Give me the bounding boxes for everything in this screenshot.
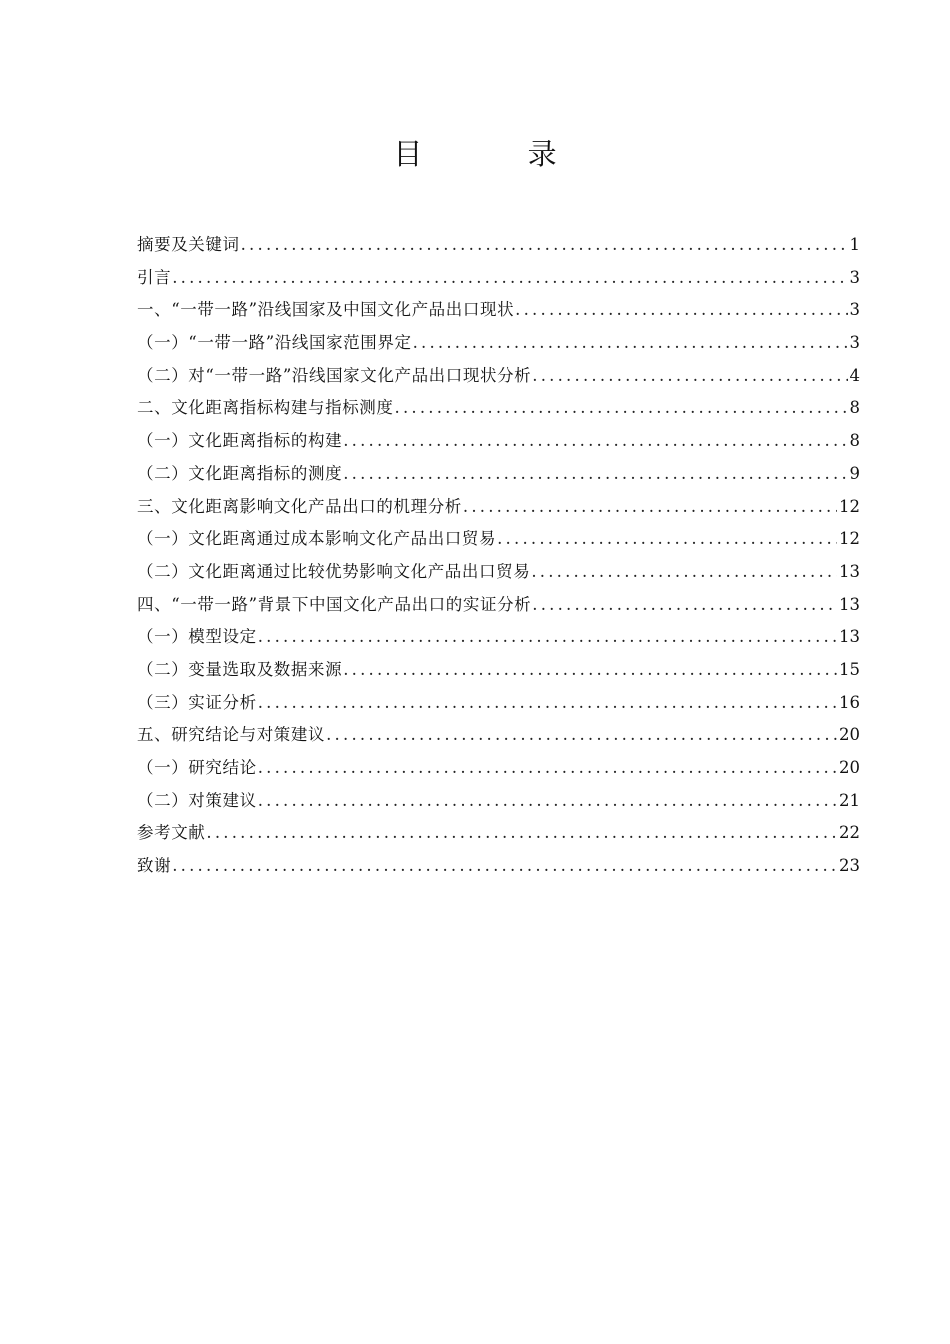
toc-entry-label: （一）文化距离通过成本影响文化产品出口贸易 — [137, 529, 497, 549]
toc-entry-page: 3 — [849, 333, 860, 353]
toc-dot-leader — [258, 693, 837, 712]
toc-dot-leader — [343, 660, 837, 679]
toc-entry-page: 13 — [839, 594, 860, 614]
toc-entry-page: 21 — [839, 790, 860, 810]
toc-entry — [137, 460, 860, 493]
toc-entry — [137, 819, 860, 852]
toc-entry-page: 12 — [839, 496, 860, 516]
toc-entry — [137, 329, 860, 362]
toc-entry-page: 3 — [849, 300, 860, 320]
toc-dot-leader — [497, 529, 837, 548]
toc-dot-leader — [532, 366, 847, 385]
toc-entry-page: 20 — [839, 725, 860, 745]
toc-entry-label: 引言 — [137, 267, 172, 287]
toc-dot-leader — [206, 823, 837, 842]
toc-entry — [137, 623, 860, 656]
toc-entry — [137, 591, 860, 624]
toc-entry-label: 二、文化距离指标构建与指标测度 — [137, 398, 394, 418]
toc-dot-leader — [515, 300, 847, 319]
toc-entry-label: 五、研究结论与对策建议 — [137, 725, 326, 745]
toc-entry-page: 16 — [839, 692, 860, 712]
toc-entry — [137, 787, 860, 820]
toc-entry-label: 三、文化距离影响文化产品出口的机理分析 — [137, 496, 462, 516]
table-of-contents — [137, 231, 860, 885]
toc-entry-page: 1 — [849, 235, 860, 254]
toc-entry — [137, 362, 860, 395]
toc-dot-leader — [531, 562, 837, 581]
toc-entry — [137, 656, 860, 689]
toc-dot-leader — [326, 725, 837, 744]
toc-entry-label: 参考文献 — [137, 823, 206, 843]
toc-entry — [137, 493, 860, 526]
toc-entry-label: （二）文化距离通过比较优势影响文化产品出口贸易 — [137, 561, 531, 581]
toc-dot-leader — [343, 431, 847, 450]
page-title: 目 录 — [393, 137, 605, 171]
toc-dot-leader — [258, 791, 837, 810]
toc-entry — [137, 231, 860, 264]
toc-entry-page: 13 — [839, 561, 860, 581]
toc-dot-leader — [172, 268, 847, 287]
toc-entry-label: （二）变量选取及数据来源 — [137, 659, 343, 679]
toc-dot-leader — [395, 398, 848, 417]
toc-entry-page: 15 — [839, 659, 860, 679]
toc-entry — [137, 558, 860, 591]
toc-entry — [137, 264, 860, 297]
toc-entry-label: （二）文化距离指标的测度 — [137, 463, 343, 483]
toc-entry-label: 摘要及关键词 — [137, 235, 240, 254]
toc-entry-page: 20 — [839, 758, 860, 777]
toc-dot-leader — [463, 497, 837, 516]
toc-entry — [137, 427, 860, 460]
toc-entry-label: （一）“一带一路”沿线国家范围界定 — [137, 333, 412, 353]
toc-dot-leader — [172, 856, 837, 875]
toc-entry-page: 12 — [839, 529, 860, 549]
toc-entry-label: （二）对策建议 — [137, 790, 257, 810]
toc-entry-page: 9 — [849, 463, 860, 483]
toc-entry-label: （一）模型设定 — [137, 627, 257, 647]
toc-entry-label: （二）对“一带一路”沿线国家文化产品出口现状分析 — [137, 365, 532, 385]
toc-entry-page: 4 — [849, 365, 860, 385]
toc-entry — [137, 689, 860, 722]
toc-entry-label: 一、“一带一路”沿线国家及中国文化产品出口现状 — [137, 300, 515, 320]
toc-dot-leader — [343, 464, 847, 483]
toc-entry — [137, 296, 860, 329]
toc-entry — [137, 721, 860, 754]
toc-entry-page: 13 — [839, 627, 860, 647]
toc-dot-leader — [241, 235, 848, 254]
toc-entry — [137, 525, 860, 558]
toc-entry-page: 8 — [849, 431, 860, 451]
toc-entry — [137, 754, 860, 787]
toc-entry-page: 8 — [849, 398, 860, 418]
toc-entry-label: （一）研究结论 — [137, 758, 257, 777]
toc-dot-leader — [413, 333, 848, 352]
toc-dot-leader — [532, 595, 837, 614]
toc-entry-label: 四、“一带一路”背景下中国文化产品出口的实证分析 — [137, 594, 532, 614]
toc-entry-page: 23 — [839, 856, 860, 876]
toc-entry — [137, 394, 860, 427]
toc-dot-leader — [258, 758, 837, 777]
toc-entry-label: 致谢 — [137, 856, 172, 876]
toc-entry-label: （一）文化距离指标的构建 — [137, 431, 343, 451]
toc-entry — [137, 852, 860, 885]
toc-dot-leader — [258, 627, 837, 646]
toc-entry-page: 22 — [839, 823, 860, 843]
toc-entry-label: （三）实证分析 — [137, 692, 257, 712]
toc-entry-page: 3 — [849, 267, 860, 287]
